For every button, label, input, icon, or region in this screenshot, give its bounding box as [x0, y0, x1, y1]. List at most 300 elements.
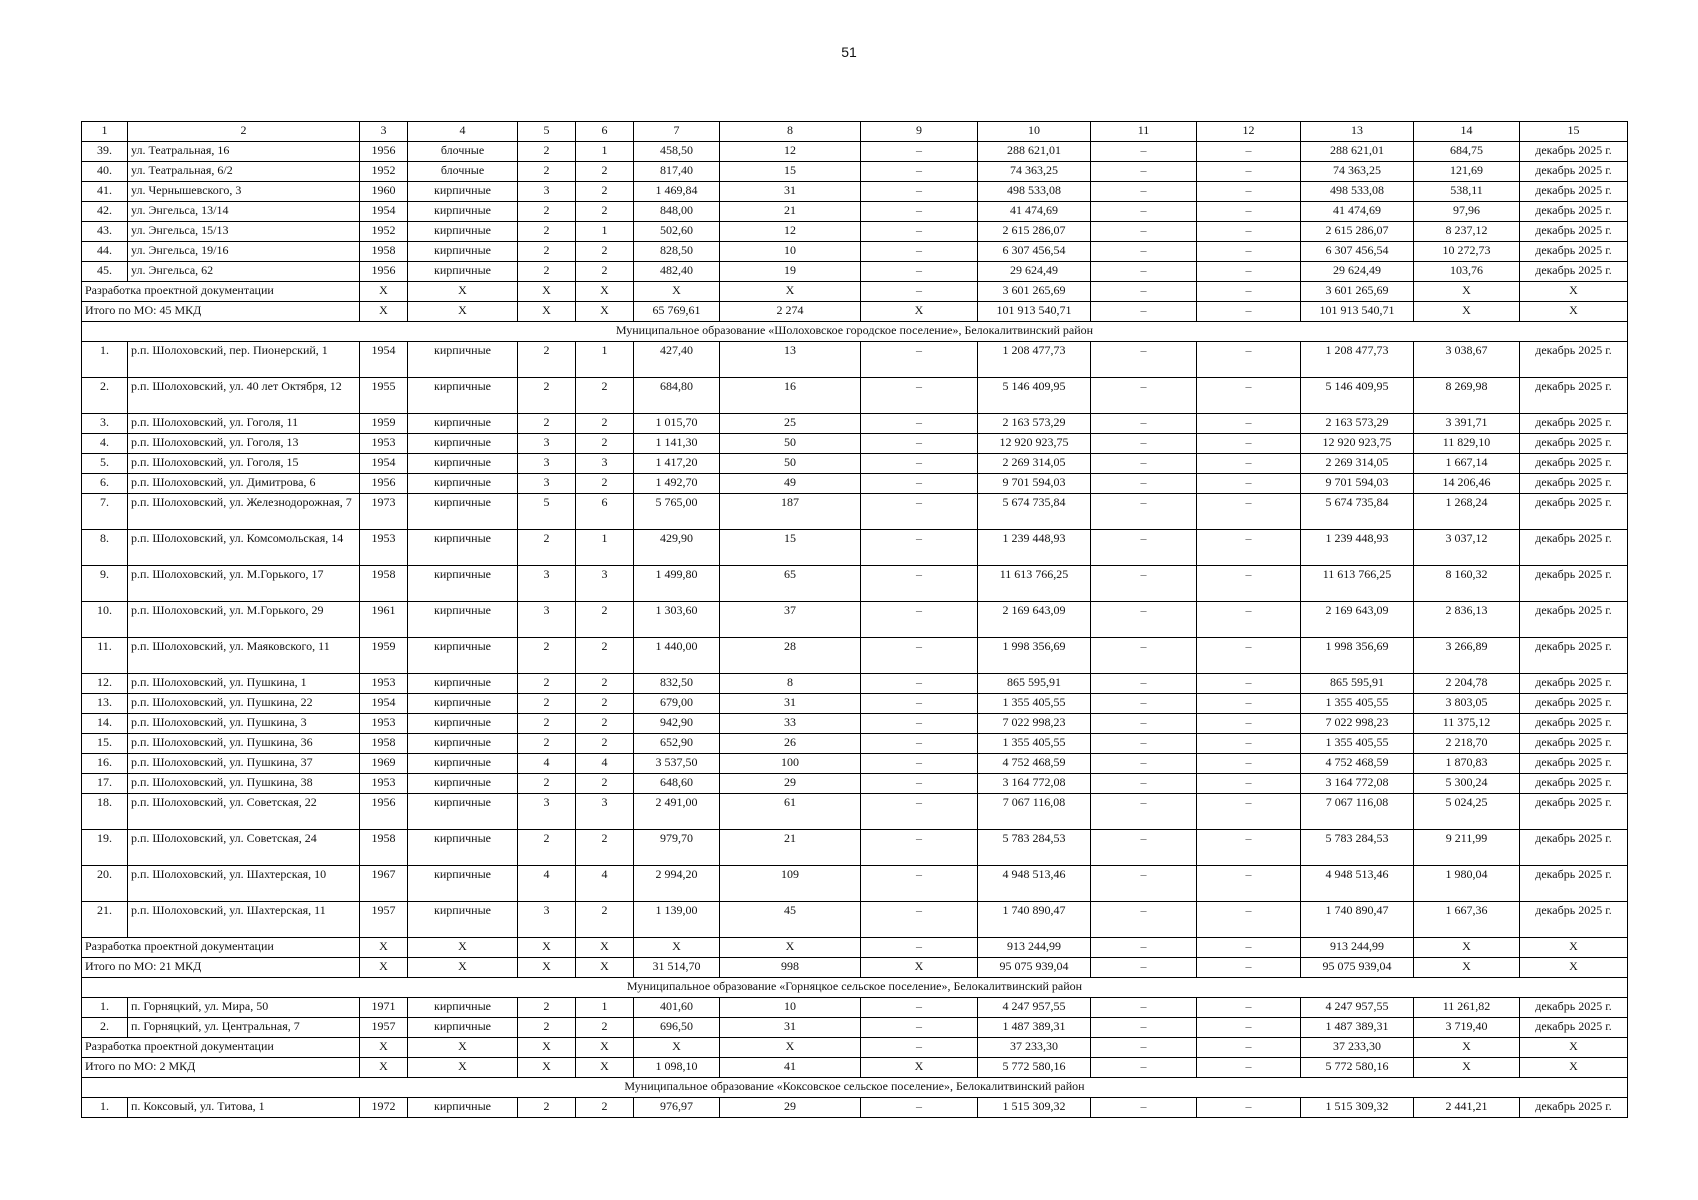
table-cell: 2 — [518, 342, 576, 378]
row-number-cell: 10. — [82, 602, 128, 638]
table-cell: – — [1091, 434, 1197, 454]
table-cell: 3 601 265,69 — [978, 282, 1091, 302]
address-cell: ул. Театральная, 16 — [128, 142, 360, 162]
table-cell: 1 998 356,69 — [1301, 638, 1414, 674]
table-cell: 11 613 766,25 — [1301, 566, 1414, 602]
section-header-row — [82, 978, 1628, 998]
table-cell: 2 — [518, 242, 576, 262]
table-cell: – — [861, 530, 978, 566]
table-cell: 1 515 309,32 — [978, 1098, 1091, 1118]
table-cell: – — [861, 1038, 978, 1058]
table-cell: 865 595,91 — [1301, 674, 1414, 694]
table-cell: 5 — [518, 494, 576, 530]
table-cell: 11 829,10 — [1414, 434, 1520, 454]
table-cell: кирпичные — [408, 222, 518, 242]
table-cell: 1 239 448,93 — [978, 530, 1091, 566]
table-row — [82, 474, 1628, 494]
table-cell: – — [1091, 754, 1197, 774]
table-cell: 1956 — [360, 262, 408, 282]
table-cell: 828,50 — [634, 242, 720, 262]
table-cell: декабрь 2025 г. — [1520, 454, 1628, 474]
table-cell: – — [1091, 222, 1197, 242]
table-cell: – — [861, 638, 978, 674]
table-cell: декабрь 2025 г. — [1520, 902, 1628, 938]
row-number-cell: 17. — [82, 774, 128, 794]
table-cell: 4 247 957,55 — [978, 998, 1091, 1018]
table-cell: – — [861, 794, 978, 830]
table-row — [82, 182, 1628, 202]
table-cell: 49 — [720, 474, 861, 494]
table-cell: 3 — [518, 902, 576, 938]
table-cell: X — [360, 1058, 408, 1078]
table-cell: декабрь 2025 г. — [1520, 242, 1628, 262]
table-cell: 3 537,50 — [634, 754, 720, 774]
table-cell: – — [1091, 1038, 1197, 1058]
table-cell: 498 533,08 — [1301, 182, 1414, 202]
table-cell: – — [1091, 302, 1197, 322]
table-cell: X — [408, 302, 518, 322]
table-cell: 2 — [518, 1098, 576, 1118]
table-cell: 31 — [720, 182, 861, 202]
table-cell: 3 — [518, 474, 576, 494]
table-cell: – — [861, 282, 978, 302]
table-cell: 2 — [518, 998, 576, 1018]
column-number-cell: 3 — [360, 122, 408, 142]
table-row — [82, 1098, 1628, 1118]
address-cell: п. Горняцкий, ул. Центральная, 7 — [128, 1018, 360, 1038]
table-cell: – — [1091, 342, 1197, 378]
table-cell: блочные — [408, 142, 518, 162]
table-cell: блочные — [408, 162, 518, 182]
table-cell: – — [861, 182, 978, 202]
table-cell: 37 — [720, 602, 861, 638]
table-cell: – — [1091, 378, 1197, 414]
table-cell: 74 363,25 — [978, 162, 1091, 182]
table-cell: 2 — [518, 142, 576, 162]
address-cell: р.п. Шолоховский, ул. Советская, 22 — [128, 794, 360, 830]
table-cell: 15 — [720, 162, 861, 182]
table-cell: 2 — [576, 434, 634, 454]
table-cell: – — [1197, 434, 1301, 454]
section-header-cell: Муниципальное образование «Горняцкое сельское поселение», Белокалитвинский район — [82, 978, 1628, 998]
table-cell: X — [576, 302, 634, 322]
table-cell: – — [1091, 998, 1197, 1018]
table-cell: X — [1414, 1058, 1520, 1078]
table-cell: 1 — [576, 142, 634, 162]
table-cell: 2 — [576, 262, 634, 282]
table-cell: X — [518, 958, 576, 978]
table-cell: 1960 — [360, 182, 408, 202]
table-cell: 1953 — [360, 530, 408, 566]
table-cell: 848,00 — [634, 202, 720, 222]
table-cell: – — [1091, 202, 1197, 222]
table-cell: 3 391,71 — [1414, 414, 1520, 434]
table-cell: – — [1197, 830, 1301, 866]
table-cell: X — [1414, 282, 1520, 302]
table-cell: – — [1197, 530, 1301, 566]
table-row — [82, 434, 1628, 454]
table-cell: 7 022 998,23 — [978, 714, 1091, 734]
table-cell: кирпичные — [408, 830, 518, 866]
table-cell: 1 417,20 — [634, 454, 720, 474]
table-cell: 1 440,00 — [634, 638, 720, 674]
column-number-cell: 14 — [1414, 122, 1520, 142]
table-cell: 8 160,32 — [1414, 566, 1520, 602]
table-cell: 1 355 405,55 — [978, 694, 1091, 714]
table-row — [82, 242, 1628, 262]
address-cell: р.п. Шолоховский, ул. Пушкина, 37 — [128, 754, 360, 774]
table-cell: 1 667,36 — [1414, 902, 1520, 938]
table-cell: X — [408, 938, 518, 958]
column-number-cell: 5 — [518, 122, 576, 142]
table-cell: 865 595,91 — [978, 674, 1091, 694]
table-cell: 1973 — [360, 494, 408, 530]
row-number-cell: 20. — [82, 866, 128, 902]
table-cell: 2 — [576, 602, 634, 638]
table-cell: 1967 — [360, 866, 408, 902]
row-number-cell: 21. — [82, 902, 128, 938]
table-cell: 913 244,99 — [978, 938, 1091, 958]
table-cell: 401,60 — [634, 998, 720, 1018]
table-cell: 3 — [576, 454, 634, 474]
table-cell: 2 — [518, 378, 576, 414]
row-number-cell: 43. — [82, 222, 128, 242]
table-cell: – — [1197, 1018, 1301, 1038]
table-cell: 103,76 — [1414, 262, 1520, 282]
table-cell: – — [861, 774, 978, 794]
table-cell: 998 — [720, 958, 861, 978]
summary-row — [82, 302, 1628, 322]
table-cell: 2 274 — [720, 302, 861, 322]
table-cell: 1 239 448,93 — [1301, 530, 1414, 566]
table-cell: – — [1197, 938, 1301, 958]
table-row — [82, 902, 1628, 938]
table-cell: – — [1197, 794, 1301, 830]
table-row — [82, 202, 1628, 222]
table-cell: 1954 — [360, 342, 408, 378]
table-row — [82, 142, 1628, 162]
table-row — [82, 494, 1628, 530]
table-cell: 2 — [518, 734, 576, 754]
table-cell: 41 — [720, 1058, 861, 1078]
table-cell: 5 772 580,16 — [978, 1058, 1091, 1078]
table-cell: – — [861, 714, 978, 734]
table-cell: 2 441,21 — [1414, 1098, 1520, 1118]
table-cell: кирпичные — [408, 414, 518, 434]
row-number-cell: 4. — [82, 434, 128, 454]
table-cell: 427,40 — [634, 342, 720, 378]
table-cell: декабрь 2025 г. — [1520, 1018, 1628, 1038]
table-cell: X — [861, 958, 978, 978]
housing-repair-table — [81, 121, 1628, 1118]
table-cell: 2 269 314,05 — [1301, 454, 1414, 474]
table-cell: – — [1091, 162, 1197, 182]
table-cell: 16 — [720, 378, 861, 414]
table-cell: 9 211,99 — [1414, 830, 1520, 866]
table-row — [82, 454, 1628, 474]
table-cell: – — [1197, 958, 1301, 978]
table-cell: X — [360, 282, 408, 302]
table-cell: 3 266,89 — [1414, 638, 1520, 674]
table-cell: 11 261,82 — [1414, 998, 1520, 1018]
address-cell: ул. Энгельса, 15/13 — [128, 222, 360, 242]
row-number-cell: 41. — [82, 182, 128, 202]
address-cell: р.п. Шолоховский, ул. Димитрова, 6 — [128, 474, 360, 494]
table-cell: – — [1197, 1058, 1301, 1078]
table-cell: 3 — [518, 182, 576, 202]
table-cell: 1957 — [360, 1018, 408, 1038]
address-cell: р.п. Шолоховский, ул. Советская, 24 — [128, 830, 360, 866]
table-cell: 1 303,60 — [634, 602, 720, 638]
column-number-cell: 2 — [128, 122, 360, 142]
row-number-cell: 40. — [82, 162, 128, 182]
table-cell: 1 — [576, 530, 634, 566]
table-cell: 1954 — [360, 694, 408, 714]
row-number-cell: 15. — [82, 734, 128, 754]
table-row — [82, 998, 1628, 1018]
table-cell: декабрь 2025 г. — [1520, 794, 1628, 830]
table-cell: 288 621,01 — [978, 142, 1091, 162]
table-cell: декабрь 2025 г. — [1520, 638, 1628, 674]
table-cell: – — [861, 1098, 978, 1118]
table-cell: 1961 — [360, 602, 408, 638]
row-number-cell: 45. — [82, 262, 128, 282]
table-cell: X — [576, 282, 634, 302]
table-cell: кирпичные — [408, 694, 518, 714]
table-cell: – — [1091, 142, 1197, 162]
table-cell: 2 — [576, 202, 634, 222]
table-cell: 1 487 389,31 — [1301, 1018, 1414, 1038]
table-cell: 1969 — [360, 754, 408, 774]
table-cell: – — [1091, 958, 1197, 978]
table-cell: – — [861, 694, 978, 714]
table-cell: 1 469,84 — [634, 182, 720, 202]
table-cell: 2 — [518, 694, 576, 714]
table-cell: 1972 — [360, 1098, 408, 1118]
table-cell: 2 218,70 — [1414, 734, 1520, 754]
table-cell: – — [1091, 566, 1197, 602]
table-cell: 2 — [518, 830, 576, 866]
table-cell: кирпичные — [408, 638, 518, 674]
table-cell: 684,80 — [634, 378, 720, 414]
table-cell: – — [1091, 774, 1197, 794]
table-row — [82, 754, 1628, 774]
column-number-row — [82, 122, 1628, 142]
table-cell: 1 487 389,31 — [978, 1018, 1091, 1038]
table-cell: 2 — [576, 414, 634, 434]
address-cell: ул. Энгельса, 13/14 — [128, 202, 360, 222]
table-cell: 2 — [518, 714, 576, 734]
table-cell: 2 — [518, 162, 576, 182]
table-cell: 1 998 356,69 — [978, 638, 1091, 674]
column-number-cell: 1 — [82, 122, 128, 142]
table-cell: 7 067 116,08 — [978, 794, 1091, 830]
summary-row — [82, 1038, 1628, 1058]
table-cell: – — [861, 342, 978, 378]
table-cell: – — [1091, 530, 1197, 566]
table-cell: 679,00 — [634, 694, 720, 714]
column-number-cell: 9 — [861, 122, 978, 142]
table-row — [82, 1018, 1628, 1038]
table-cell: 2 836,13 — [1414, 602, 1520, 638]
table-cell: X — [408, 282, 518, 302]
table-cell: декабрь 2025 г. — [1520, 602, 1628, 638]
table-cell: 95 075 939,04 — [1301, 958, 1414, 978]
table-cell: – — [1091, 794, 1197, 830]
row-number-cell: 12. — [82, 674, 128, 694]
table-cell: 2 994,20 — [634, 866, 720, 902]
table-cell: X — [360, 302, 408, 322]
table-cell: 6 307 456,54 — [1301, 242, 1414, 262]
table-cell: 2 — [576, 162, 634, 182]
table-cell: – — [1091, 714, 1197, 734]
table-cell: X — [408, 1058, 518, 1078]
row-number-cell: 1. — [82, 342, 128, 378]
table-cell: декабрь 2025 г. — [1520, 998, 1628, 1018]
table-cell: 101 913 540,71 — [1301, 302, 1414, 322]
summary-label-cell: Итого по МО: 21 МКД — [82, 958, 360, 978]
page-number: 51 — [841, 44, 857, 60]
summary-row — [82, 282, 1628, 302]
table-cell: 2 — [518, 1018, 576, 1038]
table-cell: декабрь 2025 г. — [1520, 434, 1628, 454]
table-cell: 5 783 284,53 — [978, 830, 1091, 866]
row-number-cell: 6. — [82, 474, 128, 494]
table-cell: 1 268,24 — [1414, 494, 1520, 530]
table-cell: 498 533,08 — [978, 182, 1091, 202]
table-cell: 1 — [576, 342, 634, 378]
table-cell: 109 — [720, 866, 861, 902]
table-cell: 37 233,30 — [1301, 1038, 1414, 1058]
table-cell: – — [861, 242, 978, 262]
table-cell: 1953 — [360, 774, 408, 794]
column-number-cell: 4 — [408, 122, 518, 142]
table-cell: X — [360, 958, 408, 978]
table-cell: 1959 — [360, 638, 408, 674]
table-cell: X — [861, 1058, 978, 1078]
table-cell: 4 — [518, 754, 576, 774]
table-cell: – — [861, 938, 978, 958]
table-cell: декабрь 2025 г. — [1520, 182, 1628, 202]
table-cell: кирпичные — [408, 674, 518, 694]
table-cell: X — [518, 302, 576, 322]
column-number-cell: 6 — [576, 122, 634, 142]
table-cell: 2 — [576, 674, 634, 694]
table-cell: 429,90 — [634, 530, 720, 566]
table-row — [82, 222, 1628, 242]
table-cell: – — [1197, 602, 1301, 638]
table-cell: – — [861, 998, 978, 1018]
table-cell: 1 141,30 — [634, 434, 720, 454]
table-cell: 942,90 — [634, 714, 720, 734]
table-cell: декабрь 2025 г. — [1520, 566, 1628, 602]
table-cell: X — [634, 282, 720, 302]
table-cell: – — [1197, 414, 1301, 434]
table-cell: кирпичные — [408, 794, 518, 830]
table-cell: 5 300,24 — [1414, 774, 1520, 794]
table-cell: – — [861, 866, 978, 902]
table-cell: декабрь 2025 г. — [1520, 530, 1628, 566]
summary-row — [82, 1058, 1628, 1078]
summary-row — [82, 938, 1628, 958]
table-cell: 2 615 286,07 — [1301, 222, 1414, 242]
column-number-cell: 10 — [978, 122, 1091, 142]
housing-table-container — [81, 121, 1627, 1118]
table-cell: 11 375,12 — [1414, 714, 1520, 734]
table-cell: – — [1197, 282, 1301, 302]
table-cell: X — [576, 1058, 634, 1078]
table-row — [82, 714, 1628, 734]
table-cell: 538,11 — [1414, 182, 1520, 202]
table-cell: кирпичные — [408, 530, 518, 566]
table-cell: 4 948 513,46 — [1301, 866, 1414, 902]
table-cell: 31 514,70 — [634, 958, 720, 978]
table-cell: – — [1091, 474, 1197, 494]
table-cell: 2 — [576, 774, 634, 794]
address-cell: р.п. Шолоховский, ул. Маяковского, 11 — [128, 638, 360, 674]
table-row — [82, 162, 1628, 182]
table-cell: – — [1197, 302, 1301, 322]
table-cell: 2 — [576, 1018, 634, 1038]
table-cell: – — [861, 434, 978, 454]
table-cell: – — [1197, 674, 1301, 694]
table-cell: 41 474,69 — [978, 202, 1091, 222]
row-number-cell: 1. — [82, 1098, 128, 1118]
table-cell: – — [861, 378, 978, 414]
table-cell: 31 — [720, 1018, 861, 1038]
address-cell: р.п. Шолоховский, пер. Пионерский, 1 — [128, 342, 360, 378]
table-cell: – — [861, 142, 978, 162]
address-cell: р.п. Шолоховский, ул. М.Горького, 17 — [128, 566, 360, 602]
table-cell: 4 247 957,55 — [1301, 998, 1414, 1018]
table-cell: – — [861, 454, 978, 474]
table-cell: 5 674 735,84 — [1301, 494, 1414, 530]
summary-label-cell: Разработка проектной документации — [82, 282, 360, 302]
table-cell: 3 — [576, 566, 634, 602]
table-cell: – — [861, 414, 978, 434]
table-cell: 1957 — [360, 902, 408, 938]
table-cell: 21 — [720, 202, 861, 222]
table-row — [82, 530, 1628, 566]
table-cell: декабрь 2025 г. — [1520, 474, 1628, 494]
table-cell: – — [1091, 262, 1197, 282]
table-cell: 2 204,78 — [1414, 674, 1520, 694]
table-cell: 29 624,49 — [1301, 262, 1414, 282]
table-cell: 10 — [720, 242, 861, 262]
table-cell: – — [1091, 938, 1197, 958]
table-cell: кирпичные — [408, 602, 518, 638]
table-cell: кирпичные — [408, 378, 518, 414]
table-cell: – — [1091, 602, 1197, 638]
table-row — [82, 830, 1628, 866]
table-cell: 4 — [576, 866, 634, 902]
table-cell: X — [360, 1038, 408, 1058]
table-cell: 4 948 513,46 — [978, 866, 1091, 902]
table-cell: 2 — [576, 1098, 634, 1118]
table-cell: кирпичные — [408, 902, 518, 938]
table-cell: кирпичные — [408, 342, 518, 378]
column-number-cell: 8 — [720, 122, 861, 142]
table-cell: X — [720, 282, 861, 302]
table-row — [82, 638, 1628, 674]
section-header-row — [82, 1078, 1628, 1098]
row-number-cell: 14. — [82, 714, 128, 734]
table-cell: – — [1197, 638, 1301, 674]
table-cell: 3 719,40 — [1414, 1018, 1520, 1038]
table-cell: 9 701 594,03 — [1301, 474, 1414, 494]
table-cell: 29 — [720, 774, 861, 794]
table-cell: декабрь 2025 г. — [1520, 734, 1628, 754]
